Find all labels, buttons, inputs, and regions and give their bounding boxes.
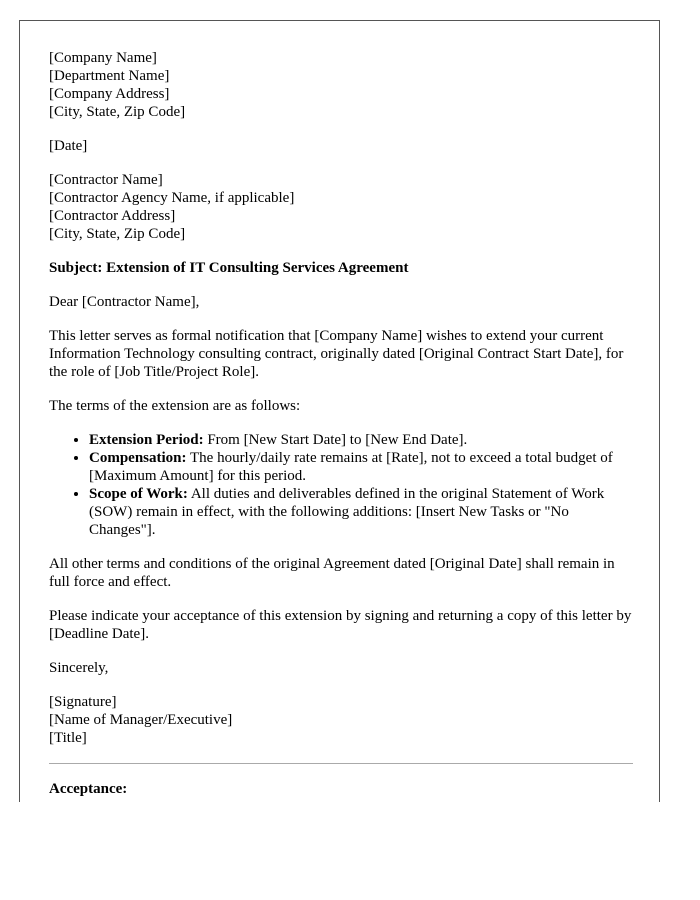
letter-subject: Subject: Extension of IT Consulting Services Agreement [49, 260, 409, 276]
recipient-city-state-zip: [City, State, Zip Code] [49, 226, 186, 242]
letter-content [49, 49, 635, 798]
signature-line: [Signature] [49, 694, 117, 710]
recipient-address [49, 171, 635, 243]
term-item-scope-of-work [89, 485, 635, 539]
terms-list [49, 431, 635, 539]
acceptance-heading: Acceptance: [49, 781, 128, 797]
intro-paragraph: This letter serves as formal notification that [Company Name] wishes to extend your current Information Technology consulting contract, originally dated [Original Contract Start Date], for the role of [Job Title/Project Role]. [49, 328, 624, 380]
signer-title: [Title] [49, 730, 87, 746]
term-text: All duties and deliverables defined in the original Statement of Work (SOW) remain in effect, with the following additions: [Insert New Tasks or "No Changes"]. [89, 486, 605, 538]
letter-page [19, 20, 660, 802]
sender-company-name: [Company Name] [49, 50, 157, 66]
signer-name: [Name of Manager/Executive] [49, 712, 233, 728]
salutation: Dear [Contractor Name], [49, 294, 200, 310]
recipient-contractor-address: [Contractor Address] [49, 208, 176, 224]
sender-address [49, 49, 635, 121]
term-text: The hourly/daily rate remains at [Rate], not to exceed a total budget of [Maximum Amount] for this period. [89, 450, 613, 484]
sender-company-address: [Company Address] [49, 86, 170, 102]
recipient-contractor-name: [Contractor Name] [49, 172, 163, 188]
recipient-agency-name: [Contractor Agency Name, if applicable] [49, 190, 295, 206]
term-label: Compensation: [89, 450, 187, 466]
term-label: Extension Period: [89, 432, 204, 448]
terms-intro: The terms of the extension are as follows: [49, 398, 301, 414]
term-label: Scope of Work: [89, 486, 188, 502]
sender-city-state-zip: [City, State, Zip Code] [49, 104, 186, 120]
term-text: From [New Start Date] to [New End Date]. [203, 432, 468, 448]
term-item-compensation [89, 449, 635, 485]
other-terms-paragraph: All other terms and conditions of the original Agreement dated [Original Date] shall remain in full force and effect. [49, 556, 615, 590]
acceptance-request-paragraph: Please indicate your acceptance of this extension by signing and returning a copy of this letter by [Deadline Date]. [49, 608, 632, 642]
term-item-extension-period [89, 431, 635, 449]
letter-date: [Date] [49, 138, 88, 154]
section-divider [49, 763, 633, 764]
closing: Sincerely, [49, 660, 109, 676]
sender-department-name: [Department Name] [49, 68, 170, 84]
signature-block [49, 693, 635, 747]
